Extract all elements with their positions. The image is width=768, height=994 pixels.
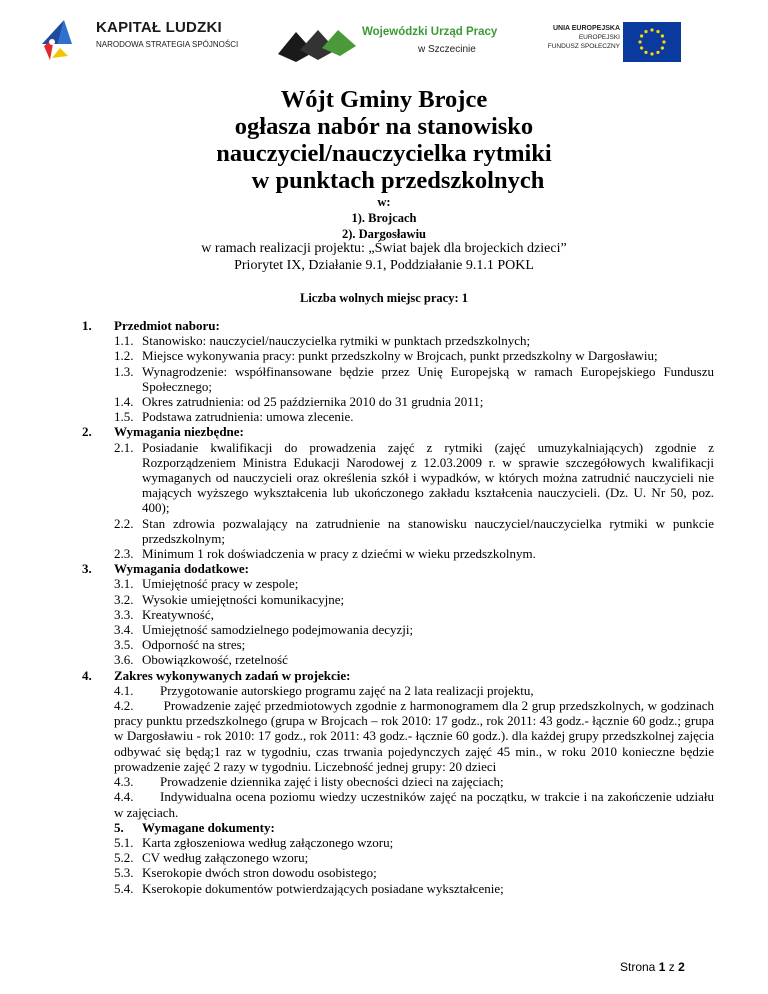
- kapital-ludzki-subtitle: NARODOWA STRATEGIA SPÓJNOŚCI: [96, 40, 239, 49]
- item-number: 3.1.: [114, 576, 134, 592]
- list-item: [82, 348, 714, 363]
- item-text: Stan zdrowia pozwalający na zatrudnienie na stanowisku nauczyciel/nauczycielka rytmiki w punkcie przedszkolnym;: [142, 515, 714, 546]
- item-text: Stanowisko: nauczyciel/nauczycielka rytmiki w punktach przedszkolnych;: [142, 333, 531, 349]
- list-item: [82, 652, 714, 667]
- list-item: [82, 850, 714, 865]
- section-number: 1.: [82, 318, 92, 333]
- list-item: [82, 409, 714, 424]
- item-number: 2.3.: [114, 546, 134, 562]
- section-number: 3.: [82, 561, 92, 577]
- place-1: 1). Brojcach: [351, 211, 417, 225]
- page-number: [620, 960, 685, 974]
- list-item: [82, 683, 714, 698]
- total-pages: 2: [678, 960, 685, 974]
- section-title: Przedmiot naboru:: [114, 318, 220, 333]
- list-item: [82, 774, 714, 789]
- item-text: Okres zatrudnienia: od 25 października 2010 do 31 grudnia 2011;: [142, 394, 484, 410]
- item-number: 4.2.: [114, 698, 134, 714]
- item-text: Indywidualna ocena poziomu wiedzy uczestników zajęć na początku, w trakcie i na zakończenie udziału w zajęciach.: [114, 789, 714, 820]
- item-number: 3.5.: [114, 637, 134, 653]
- item-number: 3.6.: [114, 652, 134, 668]
- item-number: 1.4.: [114, 394, 134, 410]
- item-number: 1.2.: [114, 348, 134, 364]
- item-number: 3.2.: [114, 591, 134, 607]
- list-item: [82, 789, 714, 819]
- item-number: 4.4.: [114, 789, 134, 805]
- item-number: 3.3.: [114, 606, 134, 622]
- list-item: [82, 835, 714, 850]
- section-number: 2.: [82, 424, 92, 440]
- vacancy-count: Liczba wolnych miejsc pracy: 1: [299, 291, 469, 305]
- item-number: 5.4.: [114, 880, 134, 896]
- item-number: 2.1.: [114, 439, 134, 455]
- announcement-header: [0, 86, 768, 242]
- title-line-1: Wójt Gminy Brojce: [280, 86, 488, 113]
- list-item: [82, 881, 714, 896]
- section-heading: [82, 424, 714, 439]
- item-number: 5.2.: [114, 850, 134, 866]
- item-text: Kserokopie dokumentów potwierdzających posiadane wykształcenie;: [142, 880, 504, 896]
- section-number: 4.: [82, 667, 92, 683]
- wup-subtitle: w Szczecinie: [418, 44, 476, 55]
- title-line-2: ogłasza nabór na stanowisko: [234, 113, 534, 140]
- section-heading: [82, 318, 714, 333]
- list-item: [82, 698, 714, 774]
- item-number: 4.3.: [114, 774, 134, 790]
- item-text: Posiadanie kwalifikacji do prowadzenia zajęć z rytmiki (zajęć umuzykalniających) zgodnie z Rozporządzeniem Ministra Edukacji Narodowej z 12.03.2009 r. w sprawie szczegółowych kwalifikacji wymaganych od nauczycieli oraz określenia szkół i wypadków, w których można zatrudnić nauczycieli nie mających wyższego wykształcenia lub ukończonego zakładu kształcenia nauczycieli. (Dz. U. Nr 50, poz. 400);: [142, 439, 714, 516]
- page-prefix: Strona: [620, 960, 659, 974]
- section-number: 5.: [114, 819, 124, 835]
- item-number: 5.1.: [114, 834, 134, 850]
- eu-line3: FUNDUSZ SPOŁECZNY: [547, 43, 620, 50]
- kapital-ludzki-logo: [38, 14, 238, 66]
- item-number: 1.5.: [114, 409, 134, 425]
- wup-logo: [276, 20, 516, 68]
- item-text: Kserokopie dwóch stron dowodu osobistego;: [142, 865, 377, 881]
- wup-emblem-icon: [276, 24, 360, 64]
- current-page: 1: [658, 960, 666, 974]
- item-text: Umiejętność samodzielnego podejmowania decyzji;: [142, 622, 414, 638]
- item-text: Podstawa zatrudnienia: umowa zlecenie.: [142, 409, 354, 425]
- item-text: Wysokie umiejętności komunikacyjne;: [142, 591, 345, 607]
- list-item: [82, 516, 714, 546]
- list-item: [82, 637, 714, 652]
- section-title: Wymagania dodatkowe:: [114, 561, 249, 577]
- item-number: 2.2.: [114, 515, 134, 531]
- wup-title: Wojewódzki Urząd Pracy: [362, 26, 498, 38]
- list-item: [82, 592, 714, 607]
- item-text: Karta zgłoszeniowa według załączonego wzoru;: [142, 834, 394, 850]
- item-number: 1.3.: [114, 363, 134, 379]
- place-2: 2). Dargosławiu: [341, 227, 427, 241]
- item-text: Miejsce wykonywania pracy: punkt przedszkolny w Brojcach, punkt przedszkolny w Dargosławiu;: [142, 348, 658, 364]
- list-item: [82, 622, 714, 637]
- item-text: Przygotowanie autorskiego programu zajęć na 2 lata realizacji projektu,: [160, 682, 534, 698]
- list-item: [82, 333, 714, 348]
- item-number: 1.1.: [114, 333, 134, 349]
- section-heading: [82, 820, 714, 835]
- list-item: [82, 576, 714, 591]
- item-text: Obowiązkowość, rzetelność: [142, 652, 288, 668]
- item-text: Odporność na stres;: [142, 637, 246, 653]
- kapital-ludzki-title: KAPITAŁ LUDZKI: [96, 19, 222, 36]
- item-number: 4.1.: [114, 682, 134, 698]
- places-label: w:: [377, 195, 391, 209]
- item-text: Prowadzenie dziennika zajęć i listy obecności dzieci na zajęciach;: [160, 774, 504, 790]
- title-line-4: w punktach przedszkolnych: [251, 167, 545, 194]
- eu-line1: UNIA EUROPEJSKA: [552, 25, 620, 32]
- item-text: Kreatywność,: [142, 606, 214, 622]
- item-text: Wynagrodzenie: współfinansowane będzie przez Unię Europejską w ramach Europejskiego Funduszu Społecznego;: [142, 363, 714, 394]
- header-logos: [0, 0, 768, 80]
- list-item: [82, 546, 714, 561]
- kapital-ludzki-emblem-icon: [38, 14, 94, 66]
- item-text: Umiejętność pracy w zespole;: [142, 576, 299, 592]
- item-number: 5.3.: [114, 865, 134, 881]
- announcement-body: [82, 318, 714, 896]
- section-heading: [82, 561, 714, 576]
- list-item: [82, 607, 714, 622]
- item-text: Prowadzenie zajęć przedmiotowych zgodnie z harmonogramem dla 2 grup przedszkolnych, w godzinach pracy punktu przedszkolnego (grupa w Brojcach – rok 2010: 17 godz., rok 2011: 43 godz.- łącznie 60 godz.; grupa w Dargosławiu - rok 2010: 17 godz., rok 2011: 43 godz.- łącznie 60 godz.). dla każdej grupy przedszkolnej zajęcia odbywać się będą;1 raz w tygodniu, czas trwania pojedynczych zajęć 45 min., w roku 2010 konieczne będzie prowadzenie zajęć 2 razy w tygodniu. Liczebność jednej grupy: 20 dzieci: [114, 698, 714, 774]
- section-title: Wymagania niezbędne:: [114, 424, 244, 440]
- intro-line-1: w ramach realizacji projektu: „Świat bajek dla brojeckich dzieci”: [201, 241, 567, 256]
- item-text: Minimum 1 rok doświadczenia w pracy z dziećmi w wieku przedszkolnym.: [142, 546, 536, 562]
- section-heading: [82, 668, 714, 683]
- project-intro: [0, 240, 768, 274]
- list-item: [82, 364, 714, 394]
- list-item: [82, 865, 714, 880]
- item-number: 3.4.: [114, 622, 134, 638]
- page-sep: z: [665, 960, 679, 974]
- item-text: CV według załączonego wzoru;: [142, 850, 309, 866]
- list-item: [82, 440, 714, 516]
- title-line-3: nauczyciel/nauczycielka rytmiki: [216, 140, 552, 167]
- eu-flag-icon: [623, 22, 681, 62]
- eu-logo: [528, 22, 728, 66]
- intro-line-2: Priorytet IX, Działanie 9.1, Poddziałanie 9.1.1 POKL: [234, 258, 534, 273]
- section-title: Wymagane dokumenty:: [142, 819, 275, 835]
- list-item: [82, 394, 714, 409]
- eu-line2: EUROPEJSKI: [578, 34, 620, 41]
- section-title: Zakres wykonywanych zadań w projekcie:: [114, 667, 351, 683]
